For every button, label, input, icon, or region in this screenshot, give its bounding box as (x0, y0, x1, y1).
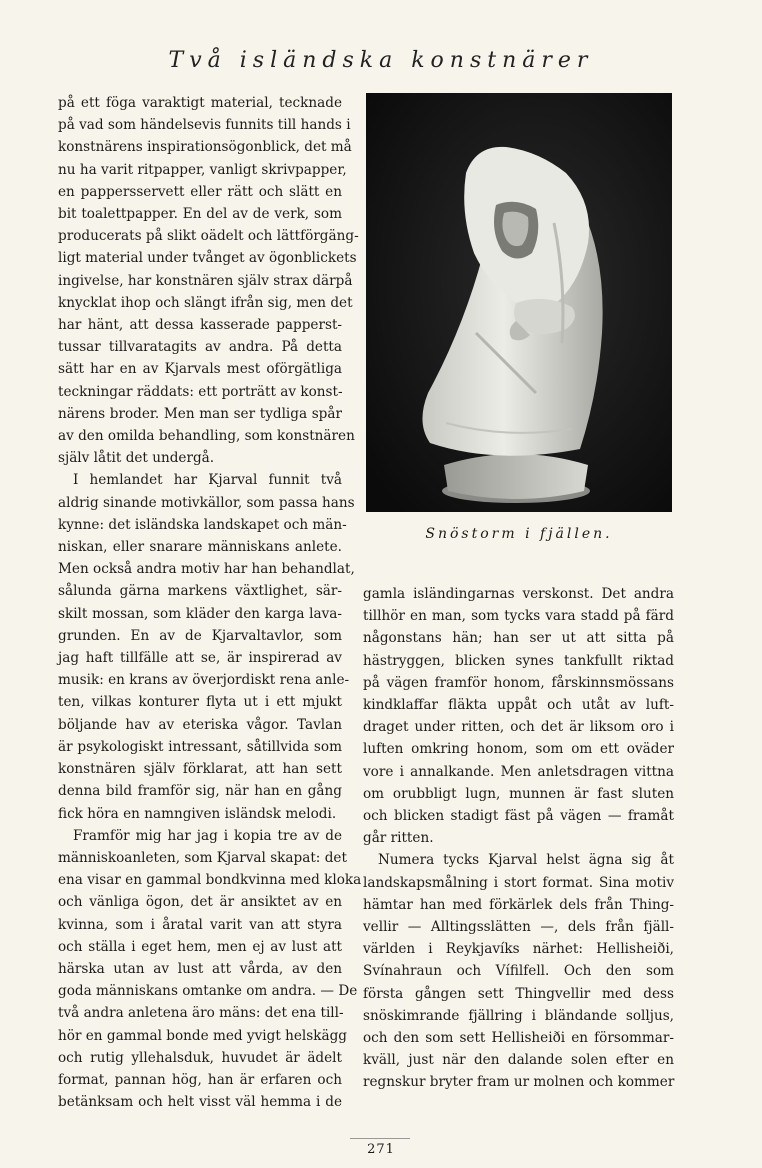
text-line: härska utan av lust att vårda, av den (58, 960, 342, 977)
text-line: denna bild framför sig, när han en gång (58, 783, 342, 800)
text-line: teckningar räddats: ett porträtt av konst- (58, 383, 343, 400)
text-line: landskapsmålning i stort format. Sina motiv (363, 874, 674, 891)
page-number: 271 (367, 1142, 395, 1157)
text-line: ena visar en gammal bondkvinna med kloka (58, 872, 362, 889)
text-line: tussar tillvaratagits av andra. På detta (58, 339, 342, 356)
text-line: Men också andra motiv har han behandlat, (58, 561, 355, 578)
text-line: och ställa i eget hem, men ej av lust att (58, 938, 342, 955)
text-line: är psykologiskt intressant, såtillvida som (58, 738, 342, 755)
text-line: kväll, just när den dalande solen efter en (363, 1052, 674, 1069)
text-line: två andra anletena äro mäns: det ena till- (58, 1005, 344, 1022)
text-line: närens broder. Men man ser tydliga spår (58, 405, 342, 422)
text-line: vellir — Alltingsslätten —, dels från fjäll- (363, 919, 674, 936)
text-line: bit toalettpapper. En del av de verk, som (58, 206, 342, 223)
text-line: konstnärens inspirationsögonblick, det må (58, 139, 352, 156)
text-line: gamla isländingarnas verskonst. Det andra (363, 586, 674, 602)
text-line: niskan, eller snarare människans anlete. (58, 539, 342, 556)
text-line: böljande hav av eteriska vågor. Tavlan (58, 716, 342, 733)
text-line: luften omkring honom, som om ett oväder (363, 741, 674, 758)
text-line: Svínahraun och Vífilfell. Och den som (363, 963, 674, 980)
text-line: själv låtit det undergå. (58, 450, 215, 467)
text-line: kvinna, som i åratal varit van att styra (58, 916, 342, 933)
text-line: betänksam och helt visst väl hemma i de (58, 1094, 342, 1111)
text-line: av den omilda behandling, som konstnären (58, 428, 355, 445)
text-line: jag haft tillfälle att se, är inspirerad av (58, 650, 342, 667)
text-line: tillhör en man, som tycks vara stadd på färd (363, 608, 674, 625)
text-line: goda människans omtanke om andra. — De (58, 983, 358, 1000)
folio-rule (350, 1138, 410, 1139)
text-line: första gången sett Thingvellir med dess (363, 985, 674, 1002)
text-line: aldrig sinande motivkällor, som passa hans (58, 494, 355, 511)
text-line: på ett föga varaktigt material, tecknade (58, 95, 342, 111)
text-line: producerats på slikt oädelt och lättförgäng- (58, 228, 359, 245)
figure-caption: Snöstorm i fjällen. (425, 526, 613, 542)
text-line: går ritten. (363, 830, 434, 847)
text-line: världen i Reykjavíks närhet: Hellisheiði, (363, 941, 674, 958)
text-line: skilt mossan, som kläder den karga lava- (58, 605, 342, 622)
text-line: knycklat ihop och slängt ifrån sig, men det (58, 294, 353, 311)
text-line: fick höra en namngiven isländsk melodi. (58, 805, 337, 822)
text-line: om orubbligt lugn, munnen är fast sluten (363, 785, 674, 802)
text-line: I hemlandet har Kjarval funnit två (73, 472, 342, 489)
text-line: och blicken stadigt fäst på vägen — framåt (363, 808, 674, 825)
text-line: människoanleten, som Kjarval skapat: det (58, 849, 347, 866)
text-line: konstnären själv förklarat, att han sett (58, 761, 342, 778)
text-line: och vänliga ögon, det är ansiktet av en (58, 894, 342, 911)
text-line: och rutig yllehalsduk, huvudet är ädelt (58, 1049, 342, 1066)
text-line: regnskur bryter fram ur molnen och kommer (363, 1074, 675, 1091)
text-line: en pappersservett eller rätt och slätt en (58, 183, 342, 200)
text-line: kindklaffar fläkta uppåt och utåt av luft- (363, 697, 674, 714)
running-head: Två isländska konstnärer (168, 48, 594, 73)
text-line: ligt material under tvånget av ögonblickets (58, 250, 357, 267)
text-line: kynne: det isländska landskapet och män- (58, 516, 347, 533)
text-line: snöskimrande fjällring i bländande solljus, (363, 1007, 674, 1024)
sculpture-photo-icon (366, 93, 672, 512)
text-line: har hänt, att dessa kasserade papperst- (58, 317, 342, 334)
text-line: grunden. En av de Kjarvaltavlor, som (58, 627, 342, 644)
left-column (58, 92, 362, 1113)
text-line: på vad som händelsevis funnits till hands i (58, 117, 351, 134)
text-line: hör en gammal bonde med yvigt helskägg (58, 1027, 347, 1044)
text-line: ten, vilkas konturer flyta ut i ett mjukt (58, 694, 342, 711)
text-line: sätt har en av Kjarvals mest oförgätliga (58, 361, 342, 378)
text-line: musik: en krans av överjordiskt rena anle- (58, 672, 350, 689)
text-line: vore i annalkande. Men anletsdragen vittna (363, 763, 674, 780)
sculpture-photo (366, 93, 672, 512)
text-line: format, pannan hög, han är erfaren och (58, 1071, 342, 1088)
text-line: draget under ritten, och det är liksom oro i (363, 719, 674, 736)
text-line: på vägen framför honom, fårskinnsmössans (363, 674, 674, 691)
text-line: hästryggen, blicken synes tankfullt riktad (363, 652, 674, 669)
text-line: ingivelse, har konstnären själv strax därpå (58, 272, 353, 289)
text-line: nu ha varit ritpapper, vanligt skrivpapper, (58, 161, 347, 178)
text-line: Numera tycks Kjarval helst ägna sig åt (378, 852, 674, 869)
text-line: hämtar han med förkärlek dels från Thing- (363, 896, 674, 913)
text-line: sålunda gärna markens växtlighet, sär- (58, 583, 342, 600)
text-line: någonstans hän; han ser ut att sitta på (363, 630, 674, 647)
right-column (363, 583, 674, 1094)
text-line: Framför mig har jag i kopia tre av de (73, 827, 342, 844)
text-line: och den som sett Hellisheiði en försommar- (363, 1030, 674, 1047)
